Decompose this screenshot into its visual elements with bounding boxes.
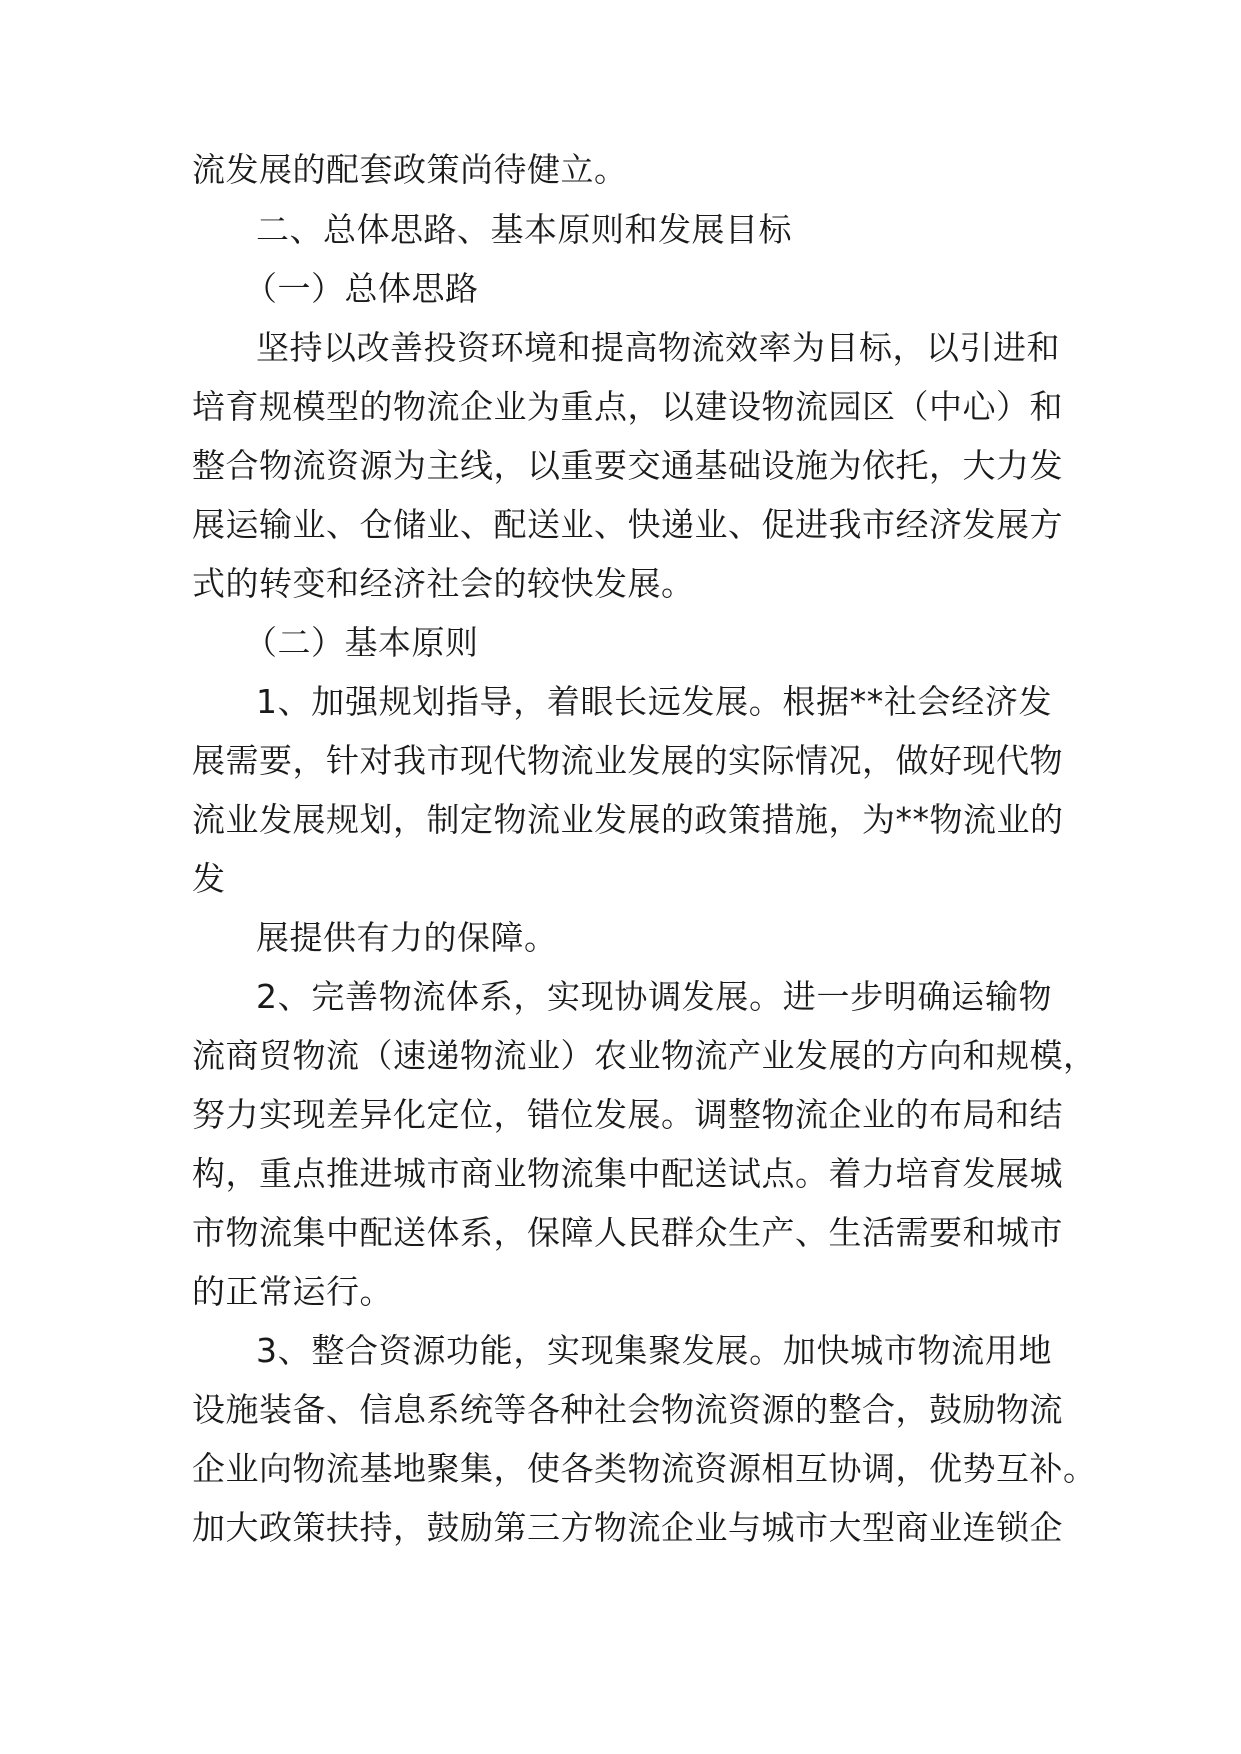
text-line: 流发展的配套政策尚待健立。 [192, 150, 628, 189]
text-line: 的正常运行。 [192, 1272, 393, 1311]
text-line: 企业向物流基地聚集，使各类物流资源相互协调，优势互补。 [192, 1449, 1097, 1488]
text-line: 加大政策扶持，鼓励第三方物流企业与城市大型商业连锁企 [192, 1508, 1063, 1547]
text-line: 努力实现差异化定位，错位发展。调整物流企业的布局和结 [192, 1095, 1063, 1134]
text-line: 构，重点推进城市商业物流集中配送试点。着力培育发展城 [192, 1154, 1063, 1193]
text-line: 流商贸物流（速递物流业）农业物流产业发展的方向和规模， [192, 1036, 1097, 1075]
text-line: 展提供有力的保障。 [256, 918, 558, 957]
subsection-heading: （二）基本原则 [244, 623, 479, 662]
subsection-heading: （一）总体思路 [244, 269, 479, 308]
text-line: 1、加强规划指导，着眼长远发展。根据**社会经济发 [256, 682, 1052, 721]
text-line: 3、整合资源功能，实现集聚发展。加快城市物流用地 [256, 1331, 1052, 1370]
text-line: 展运输业、仓储业、配送业、快递业、促进我市经济发展方 [192, 505, 1063, 544]
text-line: 发 [192, 859, 226, 898]
text-line: 流业发展规划，制定物流业发展的政策措施，为**物流业的 [192, 800, 1064, 839]
text-line: 整合物流资源为主线，以重要交通基础设施为依托，大力发 [192, 446, 1063, 485]
text-line: 展需要，针对我市现代物流业发展的实际情况，做好现代物 [192, 741, 1063, 780]
section-heading: 二、总体思路、基本原则和发展目标 [256, 210, 792, 249]
text-line: 2、完善物流体系，实现协调发展。进一步明确运输物 [256, 977, 1052, 1016]
text-line: 市物流集中配送体系，保障人民群众生产、生活需要和城市 [192, 1213, 1063, 1252]
text-line: 坚持以改善投资环境和提高物流效率为目标，以引进和 [256, 328, 1060, 367]
text-line: 设施装备、信息系统等各种社会物流资源的整合，鼓励物流 [192, 1390, 1063, 1429]
text-line: 培育规模型的物流企业为重点，以建设物流园区（中心）和 [192, 387, 1063, 426]
text-line: 式的转变和经济社会的较快发展。 [192, 564, 695, 603]
